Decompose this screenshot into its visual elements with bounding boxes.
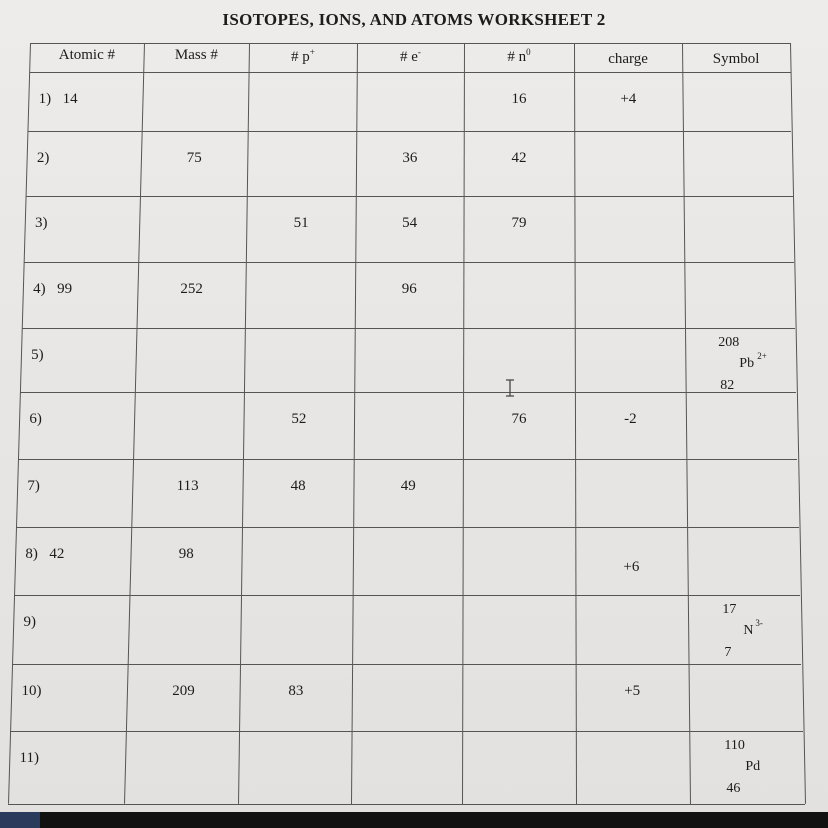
row-number: 1) <box>38 91 52 107</box>
cell-charge: +5 <box>624 683 641 699</box>
symbol-atomic-number: 82 <box>720 378 735 393</box>
cell-charge: +6 <box>623 559 640 575</box>
cell-mass: 75 <box>186 150 202 166</box>
worksheet-title: ISOTOPES, IONS, AND ATOMS WORKSHEET 2 <box>222 10 606 29</box>
grid-hline <box>26 196 793 197</box>
row-number: 2) <box>36 150 50 166</box>
grid-vline <box>462 43 465 804</box>
grid-hline <box>12 664 801 665</box>
cell-atomic-number: 99 <box>57 281 73 297</box>
row-number: 11) <box>19 750 39 766</box>
cell-mass: 98 <box>178 546 194 562</box>
header-symbol-text: Symbol <box>712 51 760 67</box>
symbol-element: Pd <box>745 759 761 774</box>
header-atomic-number-text: Atomic # <box>58 47 115 63</box>
grid-vline <box>574 43 577 804</box>
grid-hline <box>20 392 796 393</box>
cell-neutrons: 16 <box>511 91 527 107</box>
grid-vline <box>351 43 358 804</box>
row-number: 3) <box>34 215 48 231</box>
grid-hline <box>14 595 800 596</box>
header-electrons-superscript: - <box>417 47 421 57</box>
header-neutrons <box>507 48 530 65</box>
header-electrons <box>400 48 421 65</box>
header-neutrons-text: # n <box>507 49 527 65</box>
header-symbol <box>713 52 760 67</box>
row-number: 6) <box>29 411 42 427</box>
symbol-charge: 3- <box>755 618 763 628</box>
grid-vline <box>790 43 806 804</box>
header-charge-text: charge <box>608 51 648 67</box>
screen-bottom-bar <box>0 812 828 828</box>
symbol-atomic-number: 46 <box>726 781 741 796</box>
cell-electrons: 96 <box>401 281 417 297</box>
cell-atomic-number: 14 <box>62 91 78 107</box>
row-number: 8) <box>25 546 38 562</box>
cell-protons: 52 <box>291 411 307 427</box>
cell-electrons: 36 <box>402 150 418 166</box>
cell-protons: 51 <box>293 215 309 231</box>
grid-hline <box>8 804 805 805</box>
cell-charge: -2 <box>624 411 637 427</box>
grid-vline <box>238 43 250 804</box>
grid-hline <box>22 328 795 329</box>
cell-neutrons: 76 <box>511 411 527 427</box>
header-electrons-text: # e <box>400 49 418 65</box>
row-number: 5) <box>31 347 44 363</box>
cell-neutrons: 79 <box>511 215 527 231</box>
text-cursor-icon <box>505 379 515 397</box>
header-neutrons-superscript: 0 <box>526 47 531 57</box>
grid-hline <box>16 527 799 528</box>
symbol-mass-number: 17 <box>722 602 737 617</box>
header-mass-number-text: Mass # <box>174 47 218 63</box>
row-number: 4) <box>33 281 46 297</box>
header-atomic-number <box>59 48 115 63</box>
cell-atomic-number: 42 <box>49 546 65 562</box>
grid-hline <box>18 459 797 460</box>
symbol-charge: 2+ <box>757 351 767 361</box>
symbol-mass-number: 208 <box>718 335 740 350</box>
header-mass-number <box>175 48 218 63</box>
header-charge <box>608 52 648 67</box>
cell-electrons: 54 <box>402 215 418 231</box>
symbol-atomic-number: 7 <box>724 645 732 660</box>
cell-protons: 48 <box>290 478 306 494</box>
row-number: 9) <box>23 614 36 630</box>
cell-neutrons: 42 <box>511 150 527 166</box>
cell-mass: 113 <box>176 478 199 494</box>
grid-hline <box>10 731 803 732</box>
symbol-element: Pb <box>739 356 755 371</box>
symbol-mass-number: 110 <box>724 738 745 753</box>
cell-protons: 83 <box>288 683 304 699</box>
header-protons <box>291 48 315 65</box>
cell-mass: 252 <box>180 281 203 297</box>
cell-electrons: 49 <box>400 478 416 494</box>
grid-vline <box>682 43 691 804</box>
grid-vline <box>124 43 145 804</box>
cell-mass: 209 <box>172 683 195 699</box>
symbol-element: N <box>743 623 754 638</box>
header-protons-text: # p <box>291 49 310 65</box>
cell-charge: +4 <box>620 91 637 107</box>
grid-hline <box>24 262 794 263</box>
row-number: 10) <box>21 683 42 699</box>
header-protons-superscript: + <box>309 47 315 57</box>
row-number: 7) <box>27 478 40 494</box>
